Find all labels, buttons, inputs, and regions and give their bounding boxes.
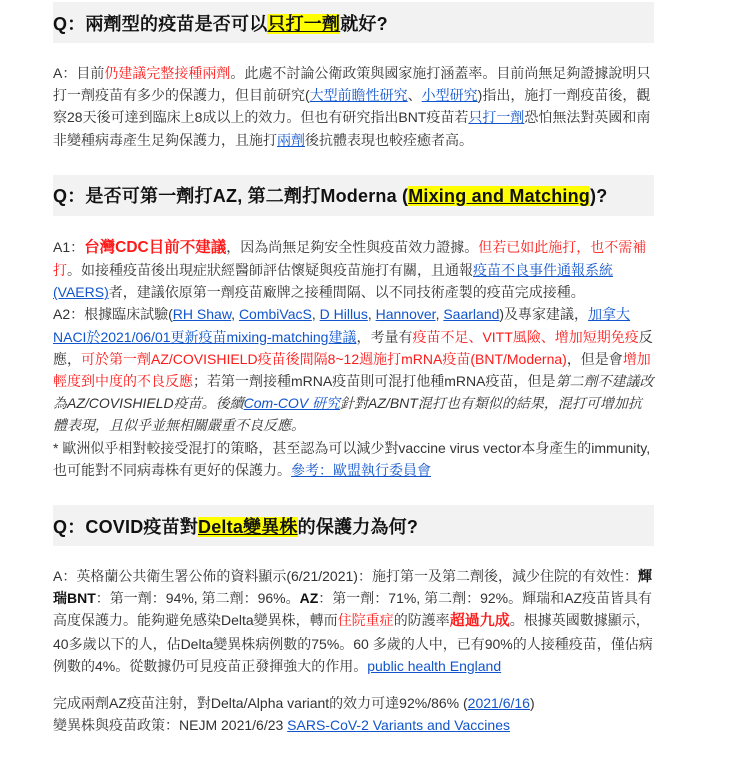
answer-text: 。此處不討論公衛政策與國家施打涵蓋率。目前尚無足夠證據說明只打一劑疫苗有多少的保護力，但目前研究( — [53, 65, 651, 104]
reference-text: ) — [529, 695, 535, 712]
link-saarland[interactable]: Saarland — [443, 306, 500, 323]
answer-text: ；若第一劑接種mRNA疫苗則可混打他種mRNA疫苗，但是 — [193, 373, 556, 390]
link-rh-shaw[interactable]: RH Shaw — [172, 306, 232, 323]
vaccine-name-az: AZ — [299, 590, 319, 607]
answer-text: 的防護率 — [393, 612, 450, 629]
answer-text: ，因為尚無足夠安全性與疫苗效力證據。 — [226, 238, 479, 255]
question-suffix: )? — [590, 186, 608, 207]
link-combivacs[interactable]: CombiVacS — [238, 306, 312, 323]
faq-content — [53, 2, 654, 736]
question-prefix: Q：COVID疫苗對 — [53, 516, 199, 537]
link-public-health-england[interactable]: public health England — [367, 657, 502, 674]
reference-az-delta — [53, 692, 654, 714]
answer-note: * 歐洲似乎相對較接受混打的策略，甚至認為可以減少對vaccine virus vector本身產生的immunity,也可能對不同病毒株有更好的保護力。 — [53, 439, 651, 478]
reference-text: 變異株與疫苗政策：NEJM 2021/6/23 — [53, 717, 288, 734]
answer-text: ：第一劑：94%, 第二劑：96%。 — [95, 590, 300, 607]
question-prefix: Q：兩劑型的疫苗是否可以 — [53, 13, 268, 34]
references — [53, 692, 654, 736]
answer-emphasis: 超過九成 — [449, 612, 510, 630]
question-text — [53, 10, 388, 36]
link-eu-commission[interactable]: 參考：歐盟執行委員會 — [291, 461, 431, 478]
reference-nejm — [53, 714, 654, 736]
answer-text: ，但是會 — [566, 350, 623, 367]
answer-emphasis: 增加輕度到中度的不良反應 — [53, 350, 651, 390]
answer-label-a1: A1： — [53, 238, 85, 255]
answer-mixing: A1：台灣CDC目前不建議，因為尚無足夠安全性與疫苗效力證據。但若已如此施打，也不需補打。如接種疫苗後出現症狀經醫師評估懷疑與疫苗施打有關，且通報疫苗不良事件通報系統(VAERS)者，建議依原第一劑疫苗廠牌之接種間隔、以不同技術產製的疫苗完成接種。 A2：根據臨床試驗(RH Shaw, CombiVacS, D Hillus, Hannover, Saarland)及專家建議，加拿大NACI於2021/06/01更新疫苗mixing-matching建議，考量有疫苗不足、VITT風險、增加短期免疫反應，可於第一劑AZ/COVISHIELD疫苗後間隔8~12週施打mRNA疫苗(BNT/Moderna)，但是會增加輕度到中度的不良反應；若第一劑接種mRNA疫苗則可混打他種mRNA疫苗，但是第二劑不建議改為AZ/COVISHIELD疫苗。後續Com-COV 研究針對AZ/BNT混打也有類似的結果，混打可增加抗體表現，且似乎並無相關嚴重不良反應。 * 歐洲似乎相對較接受混打的策略，甚至認為可以減少對vaccine virus vector本身產生的immunity,也可能對不同病毒株有更好的保護力。參考：歐盟執行委員會 — [53, 238, 654, 478]
answer-italic: 針對AZ/BNT混打也有類似的結果，混打可增加抗體表現，且似乎並無相關嚴重不良反應。 — [53, 395, 642, 434]
reference-text: 完成兩劑AZ疫苗注射，對Delta/Alpha variant的效力可達92%/86% ( — [53, 695, 468, 712]
link-hannover[interactable]: Hannover — [375, 306, 436, 323]
link-2021-6-16[interactable]: 2021/6/16 — [467, 695, 530, 712]
question-highlight: 只打一劑 — [267, 13, 341, 34]
question-header-delta — [53, 505, 654, 546]
link-vaers[interactable]: 疫苗不良事件通報系統(VAERS) — [53, 262, 613, 301]
answer-text: 後抗體表現也較痊癒者高。 — [305, 131, 473, 148]
link-two-doses[interactable]: 兩劑 — [277, 131, 305, 148]
link-large-prospective-study[interactable]: 大型前瞻性研究 — [309, 87, 408, 104]
answer-text: 反應， — [53, 328, 653, 367]
link-small-study[interactable]: 小型研究 — [421, 87, 478, 104]
answer-emphasis: 仍建議完整接種兩劑 — [104, 65, 231, 81]
vaccine-name-bnt: 輝瑞BNT — [53, 568, 652, 607]
question-highlight: Mixing and Matching — [408, 186, 590, 207]
answer-emphasis: 住院重症 — [337, 612, 394, 629]
question-suffix: 就好? — [340, 13, 388, 34]
question-suffix: 的保護力為何? — [297, 516, 419, 537]
answer-text: 者，建議依原第一劑疫苗廠牌之接種間隔、以不同技術產製的疫苗完成接種。 — [108, 284, 585, 301]
answer-emphasis: 但若已如此施打，也不需補打 — [53, 238, 647, 279]
answer-text: 。如接種疫苗後出現症狀經醫師評估懷疑與疫苗施打有關，且通報 — [67, 262, 473, 279]
question-text — [53, 513, 418, 539]
question-highlight: Delta變異株 — [198, 516, 298, 537]
answer-emphasis: 台灣CDC目前不建議 — [84, 238, 227, 256]
link-com-cov-study[interactable]: Com-COV 研究 — [243, 395, 341, 412]
answer-text: )指出，施打一劑疫苗後，觀察28天後可達到臨床上8成以上的效力。但也有研究指出BNT疫苗若 — [53, 87, 651, 126]
answer-delta — [53, 565, 654, 677]
answer-text: )及專家建議， — [499, 306, 589, 323]
answer-text: A：目前 — [53, 65, 105, 81]
question-header-single-dose — [53, 2, 654, 43]
link-d-hillus[interactable]: D Hillus — [319, 306, 368, 323]
link-single-dose[interactable]: 只打一劑 — [468, 109, 525, 126]
question-prefix: Q：是否可第一劑打AZ, 第二劑打Moderna ( — [53, 186, 409, 207]
answer-text: ，考量有 — [356, 328, 413, 345]
answer-text: 、 — [407, 87, 422, 104]
answer-label-a2: A2：根據臨床試驗( — [53, 306, 173, 323]
link-naci-update[interactable]: 加拿大NACI於2021/06/01更新疫苗mixing-matching建議 — [53, 306, 631, 345]
answer-italic: 第二劑不建議改為AZ/COVISHIELD疫苗。後續 — [53, 373, 654, 412]
link-sars-cov-2-variants[interactable]: SARS-CoV-2 Variants and Vaccines — [287, 717, 510, 734]
answer-text: A：英格蘭公共衛生署公佈的資料顯示(6/21/2021)：施打第一及第二劑後，減少住院的有效性： — [53, 568, 638, 585]
question-header-mixing — [53, 175, 654, 216]
answer-single-dose — [53, 62, 654, 151]
answer-emphasis: 可於第一劑AZ/COVISHIELD疫苗後間隔8~12週施打mRNA疫苗(BNT/Moderna) — [81, 350, 567, 367]
question-text — [53, 182, 607, 208]
answer-text: 。根據英國數據顯示，40多歲以下的人，佔Delta變異株病例數的75%。60 多歲的人中，已有90%的人接種疫苗，僅佔病例數的4%。從數據仍可見疫苗正發揮強大的作用。 — [53, 612, 653, 674]
answer-emphasis: 疫苗不足、VITT風險、增加短期免疫 — [412, 328, 639, 345]
answer-text: 恐怕無法對英國和南非變種病毒產生足夠保護力，且施打 — [53, 109, 651, 148]
answer-text: ：第一劑：71%, 第二劑：92%。輝瑞和AZ疫苗皆具有高度保護力。能夠避免感染Delta變異株，轉而 — [53, 590, 652, 629]
